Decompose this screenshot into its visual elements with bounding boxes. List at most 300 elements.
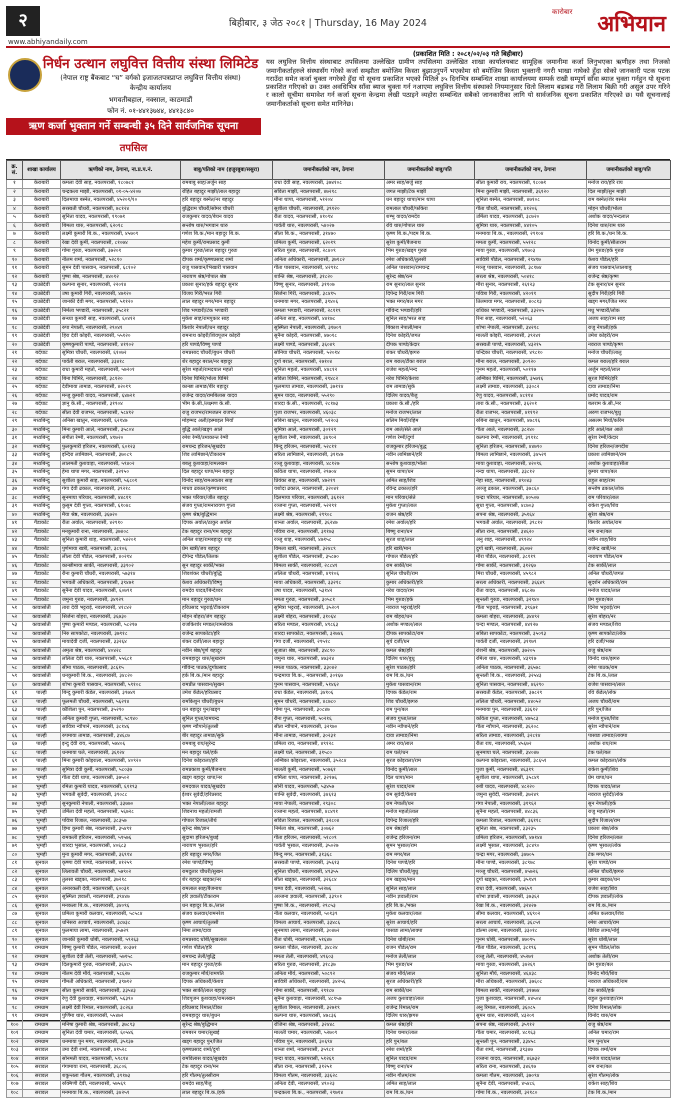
table-cell: २७ [7,401,23,410]
table-row [7,520,671,529]
table-cell: मुकेश साह/रामपुकार साह [181,316,273,325]
table-cell: निर्मला श्रेष्ठ, नवलपरासी, ३०७६२ [273,826,385,835]
table-cell: माया अधिकारी, नवलपरासी, ३३२१८ [273,579,385,588]
table-cell: सुमन चौधरी, नवलपरासी, ४८७८० [273,698,385,707]
table-cell: लक्ष्मी देवी रिमाल, नवलपरासी, ३८२६४ [61,1004,181,1013]
table-cell: गैंडाकोट [23,596,61,605]
table-cell: दिनेश भट्टराई/राम [587,605,671,614]
table-cell: ६१ [7,690,23,699]
table-cell: नरेश घिमिरे/केशव [385,375,475,384]
table-cell: सुनिल चौधरी/राम [385,571,475,580]
table-row [7,477,671,486]
table-row [7,783,671,792]
table-cell: मिना कुमारी माझी, नवलपरासी, ३६१२० [475,188,587,197]
table-cell: गैंडाकोट [23,545,61,554]
table-cell: पुजा कुर्मी, नवलपरासी, ४६३१९ [475,766,587,775]
table-cell: माधव ढकाल/कृष्णप्रसाद [181,486,273,495]
table-row [7,911,671,920]
table-cell: राम राना/बल [587,528,671,537]
table-cell: भुमही [23,851,61,860]
table-row [7,775,671,784]
table-cell: नवराज भट्टराई/हरि [385,605,475,614]
table-cell: कल्पना थारु, नवलपरासी, ४७८३६ [273,1013,385,1022]
table-cell: रुबिना खातुन, नवलपरासी, ४७८१६ [475,418,587,427]
table-cell: ४४ [7,545,23,554]
table-cell: अनिसा खातुन, नवलपरासी, ६२१४७ [61,418,181,427]
table-cell: मधु भण्डारी/लोक [587,307,671,316]
table-cell: सुरेश न्यौपाने/राम [587,724,671,733]
table-row [7,290,671,299]
table-cell: दावा तामाङ/निमा [587,384,671,393]
table-cell: सरला आचार्य, नवलपरासी, ३६८५१ [475,919,587,928]
table-cell: १०६ [7,1072,23,1081]
table-cell: गीता देवी थापा, नवलपरासी, ३७५०२ [61,775,181,784]
table-cell: सुमित्रा आले, नवलपरासी, ३०१२९ [273,426,385,435]
table-cell: ४३ [7,537,23,546]
table-cell: अशोक तेली/राम [587,953,671,962]
column-header: शाखा कार्यालय [23,161,61,180]
table-cell: रामचन्द्र हरिजन/सुखदेव [181,443,273,452]
table-cell: रमेश अर्याल/हरि [385,520,475,529]
table-cell: १०१ [7,1030,23,1039]
table-cell: सुनैना देवी यादव, नवलपरासी, ६०७९१ [61,588,181,597]
table-cell: ३४ [7,460,23,469]
table-cell: सीता कुमारी सार्की, नवलपरासी, ३३५४३ [61,987,181,996]
table-cell: सीता देवी राजभर, नवलपरासी, ५८४१२ [61,409,181,418]
table-cell: दिलमाया परियार, नवलपरासी, ३६१२२ [273,494,385,503]
table-cell: राजकिशोर मण्डल/रामसेवक [181,622,273,631]
table-cell: रुबी यादव, नवलपरासी, ४८२२० [475,783,587,792]
table-cell: खड्ग मगर/जित मगर [587,299,671,308]
table-cell: ३० [7,426,23,435]
table-cell: भक्त नेपाली/लाल बहादुर [181,800,273,809]
table-cell: सुदीप रिजाल/राम [587,817,671,826]
table-cell: जानकी देवी मगर, नवलपरासी, ५११२० [61,299,181,308]
table-cell: अनिता मौर्य, नवलपरासी, ५०८९२ [273,970,385,979]
table-cell: पुजा कुशवाहा, नवलपरासी, ४४५०४ [475,996,587,1005]
table-cell: सोनी यादव, नवलपरासी, ५३४५७ [273,783,385,792]
table-cell: कमला पौडेल, नवलपरासी, ३४८२४ [273,945,385,954]
table-cell: मन्जु कुमारी यादव, नवलपरासी, ६४७२१ [61,392,181,401]
table-cell: शिव चौधरी/झगरु [385,698,475,707]
table-cell: दिनेश पाण्डे/हरि [385,860,475,869]
table-cell: दिनेश घिमिरे/भोला घिमिरे [181,375,273,384]
table-cell: राहुल साह/राम [587,477,671,486]
table-cell: पाल्ही [23,724,61,733]
table-cell: कृष्ण सापकोटा/लोक [587,630,671,639]
table-cell: दिनेश चमार/लाल [385,1030,475,1039]
table-cell: ८ [7,239,23,248]
table-cell: मालती कुर्मी, नवलपरासी, ५०७६१ [273,766,385,775]
table-cell: रञ्जु कुशवाहा, नवलपरासी, ४८१२७ [273,460,385,469]
table-cell: फुलकुमारी हरिजन, नवलपरासी, ६०१२३ [61,443,181,452]
table-cell: सपना श्रेष्ठ, नवलपरासी, ३५९१२ [475,1021,587,1030]
table-cell: ९१ [7,945,23,954]
table-cell: बर्दघाट [23,384,61,393]
table-cell: राजु श्रेष्ठ/राम [587,1021,671,1030]
table-cell: सुनवल [23,928,61,937]
table-cell: सुनवल [23,919,61,928]
table-cell: सुरेश यादव/राम [385,783,475,792]
table-cell: १०५ [7,1064,23,1073]
table-cell: सरस्वती पाण्डे, नवलपरासी, ४३२१५ [475,341,587,350]
table-cell: रामविलास यादव/सुखदेव [181,1055,273,1064]
table-cell: ९५ [7,979,23,988]
table-cell: राधा कँडेल, नवलपरासी, ३४१०६ [273,690,385,699]
table-cell: ४५ [7,554,23,563]
table-cell: ४० [7,511,23,520]
table-cell: रीता राय, नवलपरासी, ४५६७२ [475,741,587,750]
table-cell: बर्दघाट [23,367,61,376]
table-row [7,392,671,401]
table-cell: १० [7,256,23,265]
table-cell: बिना घिमिरे, नवलपरासी, ३८१२० [61,375,181,384]
table-cell: कमला बोहरा, नवलपरासी, ३४४९२ [475,613,587,622]
table-cell: लाल बहादुर बि.क./हर्क [181,1089,273,1098]
table-row [7,605,671,614]
table-cell: २५ [7,384,23,393]
table-cell: १०४ [7,1055,23,1064]
table-cell: दुर्गा खड्का, नवलपरासी, ३५१४९ [475,877,587,886]
table-cell: रामदेव यादव/बिन्देश्वर [181,588,273,597]
table-cell: ७६ [7,817,23,826]
table-cell: कमल बराल/हरि बराल [587,358,671,367]
table-cell: पुनम पासवान, नवलपरासी, ५१४६२ [273,681,385,690]
table-cell: पुर्णिमा थारु, नवलपरासी, ५५४७२ [61,1013,181,1022]
table-cell: धन बहादुर बि.क./लाल [181,902,273,911]
table-row [7,324,671,333]
table-cell: गंगा दर्जी, नवलपरासी, २९५१८ [273,639,385,648]
table-cell: २४ [7,375,23,384]
table-cell: ८२ [7,868,23,877]
table-cell: रीता यादव, नवलपरासी, ४१०९४ [273,214,385,223]
table-cell: बर्दघाट [23,392,61,401]
table-cell: टेक बहादुर राना/मन [181,1064,273,1073]
table-cell: गैंडाकोट [23,588,61,597]
table-row [7,843,671,852]
table-cell: ५२ [7,613,23,622]
table-cell: विष्णु सुनार, नवलपरासी, ३११०७ [273,282,385,291]
table-cell: शान्ता अर्याल, नवलपरासी, ३६२४७ [273,520,385,529]
table-cell: बिष्णु राना/धन [385,528,475,537]
table-cell: दिल माझी/सुन माझी [587,188,671,197]
table-cell: निरु सापकोटा, नवलपरासी, ३७९१८ [61,630,181,639]
table-cell: पुनम धोबी, नवलपरासी, ४७०९५ [475,936,587,945]
table-cell: मान परियार/सेते [385,494,475,503]
table-cell: इन्दिरा लामिछाने, नवलपरासी, ३७०८९ [61,452,181,461]
table-cell: लीला देवी पौडेल, नवलपरासी, ४०२१४ [61,554,181,563]
table-cell: प्रमोद यादव/राम [587,392,671,401]
table-cell: शकुन्तला गौतम, नवलपरासी, ३९१७३ [61,1072,181,1081]
table-cell: अशोक राय/राम [587,741,671,750]
table-cell: ७२ [7,783,23,792]
table-cell: रमिता कुमारी यादव, नवलपरासी, ६११९३ [61,783,181,792]
table-cell: सुमन भुसाल/राम [385,843,475,852]
table-cell: रामग्राम [23,1021,61,1030]
table-row [7,384,671,393]
table-cell: केराबारी [23,180,61,189]
newspaper-logo[interactable] [546,4,666,36]
table-cell: ६८ [7,749,23,758]
table-cell: मध्यबिन्दु [23,511,61,520]
table-row [7,239,671,248]
table-row [7,860,671,869]
table-row [7,341,671,350]
table-cell: मीना बराल, नवलपरासी, ३०९२० [475,358,587,367]
table-cell: मनोज यादव/लाल [587,588,671,597]
table-cell: ममता तेली, नवलपरासी, ४९६०३ [273,953,385,962]
table-cell: राम पुन/धन [587,1038,671,1047]
table-row [7,486,671,495]
table-cell: ३ [7,197,23,206]
org-office: केन्द्रीय कार्यालय [129,84,172,92]
table-cell: सुनिल गुप्ता/रामचन्द्र [181,715,273,724]
table-cell: १८ [7,324,23,333]
table-cell: सुनैना महतो, नवलपरासी, ४४८३६ [475,809,587,818]
table-cell: मिना कुमारी आले, नवलपरासी, ३५८०४ [61,426,181,435]
table-cell: राजेन्द्र सापकोटा/हरि [181,630,273,639]
table-cell: लालमती कुशवाहा, नवलपरासी, ५९४०२ [61,460,181,469]
table-row [7,222,671,231]
table-cell: रामग्राम [23,1004,61,1013]
table-cell: सीमा कलवार, नवलपरासी, ४६९०२ [475,911,587,920]
table-cell: दुर्गा बराल, नवलपरासी, २७१०४ [273,358,385,367]
table-cell: रीना कुमारी चौधरी, नवलपरासी, ५७३१४ [61,571,181,580]
table-cell: भुमही [23,809,61,818]
table-cell: ९६ [7,987,23,996]
table-cell: मीना तामाङ, नवलपरासी, ३०२३१ [273,732,385,741]
table-cell: गौमती अधिकारी, नवलपरासी, ३९७१२ [61,979,181,988]
table-cell: शान्ता शर्मा, नवलपरासी, ३५९८१ [273,1047,385,1056]
table-cell: चम्पा देवी, नवलपरासी, ५२२७६ [273,885,385,894]
table-cell: सुनिल साह/भरत साह [385,316,475,325]
table-cell: कावासोती [23,673,61,682]
table-cell: २ [7,188,23,197]
table-cell: ५९ [7,673,23,682]
table-cell: राकेश गुप्ता/शिव [587,503,671,512]
table-cell: बिमला सार्की, नवलपरासी, २८८४१ [273,562,385,571]
table-cell: बिन्दु मगर, नवलपरासी, ३१३६८ [273,851,385,860]
table-cell: राजेश महतो/नन्द [385,367,475,376]
table-cell: ८४ [7,885,23,894]
table-cell: अमित साह/लाल [385,1081,475,1090]
table-cell: कुसुम देवी गुप्ता, नवलपरासी, ६१०४८ [61,503,181,512]
table-cell: सुन बहादुर सार्की/भक्त [181,562,273,571]
table-cell: गीता आले, नवलपरासी, ३८२४० [475,426,587,435]
table-row [7,231,671,240]
table-cell: दाउन्नेदेवी [23,282,61,291]
table-cell: सपना श्रेष्ठ, नवलपरासी, ३५१६४ [475,511,587,520]
table-row [7,851,671,860]
table-cell: दिपक कँडेल/राम [385,690,475,699]
table-cell: मनमाया बि.क., नवलपरासी, २९१०४ [475,231,587,240]
table-cell: सुनवल [23,911,61,920]
table-cell: रामदयाल यादव/सुखदेव [181,783,273,792]
table-cell: गीता न्यौपाने, नवलपरासी, ३६२०८ [475,724,587,733]
table-cell: अर्जुन महतो/लाल [587,367,671,376]
table-cell: केशव अधिकारी/विष्णु [181,579,273,588]
table-cell: अमित कलवार/शिव [587,911,671,920]
table-cell: अनिल पासवान/रामचन्द्र [385,265,475,274]
table-cell: रामलाल चौधरी/फकिरा [385,205,475,214]
table-cell: धन बहादुर पुन/खड्ग [181,707,273,716]
table-cell: ३१ [7,435,23,444]
table-cell: केशव पौडेल/हरि [587,256,671,265]
table-cell: अजय कुशवाहा/लाल [385,996,475,1005]
table-cell: जमुना सुवेदी, नवलपरासी, ३७२४९ [475,792,587,801]
table-cell: अनिता अधिकारी, नवलपरासी, ३७१८२ [273,256,385,265]
table-cell: शंकर दर्जी/लाल बहादुर [181,639,273,648]
table-row [7,265,671,274]
table-cell: भिम गुरुङ/धन [385,962,475,971]
table-row [7,545,671,554]
table-cell: ७९ [7,843,23,852]
table-cell: २३ [7,367,23,376]
table-cell: कावासोती [23,622,61,631]
table-cell: बिष्णु कुमारी पौडेल, नवलपरासी, ४०३७१ [61,945,181,954]
org-phone: फोन नं. ०१-४४१३७४४, ४४१३८४० [107,107,194,115]
table-cell: रीना गुप्ता, नवलपरासी, ५०२१६ [273,715,385,724]
table-cell: रामग्राम [23,1013,61,1022]
table-cell: निर्मला भण्डारी, नवलपरासी, ३५८२१ [61,307,181,316]
table-cell: गोविन्द भण्डारी/हरि [385,307,475,316]
table-cell: पार्वती बराल, नवलपरासी, ३३४१८ [61,358,181,367]
table-cell: मीना पाण्डे, नवलपरासी, ३८९७८ [475,860,587,869]
table-cell: ममता पाठक, नवलपरासी, ३३०४२ [273,664,385,673]
table-cell: पाल्ही [23,707,61,716]
table-cell: कावासोती [23,656,61,665]
table-cell: अनिता देवी, नवलपरासी, ४९०२३ [273,1081,385,1090]
table-row [7,902,671,911]
website-url[interactable]: www.abhiyandaily.com [8,38,88,46]
table-cell: शिवपूजन कुशवाहा/रामलखन [181,996,273,1005]
table-cell: सुरेन्द्र श्रेष्ठ/बुद्धिमान [181,1021,273,1030]
table-cell: प्रमिला हरिजन, नवलपरासी, ४७१४४ [475,834,587,843]
table-cell: कृष्ण बि.क./पदम बि.क. [385,231,475,240]
table-cell: रीता अर्याल, नवलपरासी, ४२९१० [61,520,181,529]
table-cell: रामबाबु साह/अर्जुन साह [181,180,273,189]
table-cell: सिर्जना गिरी, नवलपरासी, ३८४१५ [273,290,385,299]
table-row [7,800,671,809]
table-cell: बर्दघाट [23,401,61,410]
table-cell: रामबहादुर थारु/सुखराम [181,656,273,665]
table-cell: सविता माझी, नवलपरासी, ४७२१८ [273,188,385,197]
column-header: जमानीकर्ताको बाबु/पति [587,161,671,180]
table-cell: रामबरन चमार/सुखई [181,1030,273,1039]
table-cell: रवि कँडेल/लोक [587,690,671,699]
table-cell: ३७ [7,486,23,495]
table-cell: चन्द्रा परियार, नवलपरासी, ४०५०७ [475,494,587,503]
table-cell: भुमही [23,817,61,826]
table-cell: भगवती अधिकारी, नवलपरासी, ३९४७१ [61,579,181,588]
table-cell: हेमा थापा मगर, नवलपरासी, ३२१५० [61,469,181,478]
table-cell: सरस्वती कँडेल, नवलपरासी, ३७८२९ [475,690,587,699]
table-cell: २० [7,341,23,350]
table-cell: पाल्ही [23,749,61,758]
table-cell: केराबारी [23,197,61,206]
table-cell: सरावल [23,1064,61,1073]
table-cell: रीता यादव, नवलपरासी, ४६८२७ [475,588,587,597]
table-cell: बीर बहादुर तामाङ/सुके [181,732,273,741]
table-cell: संजय मण्डल/शिव [587,622,671,631]
table-cell: भुमही [23,834,61,843]
table-cell: कविता थापा, नवलपरासी, २९७०४ [273,469,385,478]
table-cell: राधा कुमारी महतो, नवलपरासी, ५७२०१ [61,367,181,376]
table-row [7,817,671,826]
table-cell: हरि पुन/बल [385,1038,475,1047]
table-row [7,367,671,376]
column-header: बाबु/पतिको नाम (हजुरबुबा/ससुरा) [181,161,273,180]
table-cell: माया कुशवाहा, नवलपरासी, ४२०९६ [475,460,587,469]
table-cell: नारायण श्रेष्ठ/गोपाल श्रेष्ठ [181,273,273,282]
table-cell: ६६ [7,732,23,741]
table-cell: १२ [7,273,23,282]
table-cell: ललिता देवी थारु, नवलपरासी, ५५६८१ [61,656,181,665]
table-cell: मीरा अधिकारी, नवलपरासी, ३७६०८ [475,979,587,988]
org-license-line: (नेपाल राष्ट्र बैंकबाट “घ” वर्गको इजाजतपत्रप्राप्त लघुवित्त वित्तीय संस्था) [60,74,241,82]
table-cell: राम बि.क./धन [385,1089,475,1098]
table-cell: रामग्राम [23,962,61,971]
table-cell: सरावल [23,1047,61,1056]
table-cell: दाउन्नेदेवी [23,341,61,350]
table-row [7,749,671,758]
table-cell: टेक सुनार/धन सुनार [587,282,671,291]
table-row [7,299,671,308]
table-cell: ५१ [7,605,23,614]
table-cell: धनमाया मगर, नवलपरासी, ३९४०६ [273,299,385,308]
table-cell: गीता हरिजन, नवलपरासी, ५१८०९ [273,834,385,843]
table-cell: उर्मिला देवी महतो, नवलपरासी, ५६७२८ [61,809,181,818]
table-cell: पाल्ही [23,715,61,724]
table-cell: केराबारी [23,265,61,274]
table-cell: राम बि.क./धन [385,673,475,682]
table-cell: २८ [7,409,23,418]
table-cell: अजय साह/राम साह [587,316,671,325]
table-cell: कमल कोइराला/लोक [587,758,671,767]
table-cell: सुन्तली पुन, नवलपरासी, ३३४५८ [475,1038,587,1047]
table-cell: रोजिना श्रेष्ठ, नवलपरासी, ३२४४८ [273,1021,385,1030]
table-cell: सुनवल [23,877,61,886]
table-cell: हरिप्रसाद रिमाल/टीका [181,1004,273,1013]
table-cell: सरावल [23,1089,61,1098]
table-cell: सुरेश कुर्मी/बैजनाथ [385,239,475,248]
table-cell: मीरा पौडेल, नवलपरासी, ३८११९ [475,554,587,563]
table-cell: बलराम के.सी./नर [587,401,671,410]
table-row [7,418,671,427]
table-cell: मुना कुमारी मगर, नवलपरासी, ३६९१४ [61,851,181,860]
table-row [7,970,671,979]
table-row [7,613,671,622]
table-cell: मनोज गुप्ता/शिव [587,715,671,724]
table-row [7,401,671,410]
table-row [7,766,671,775]
table-cell: लक्ष्मी घले, नवलपरासी, ३१५८० [273,749,385,758]
table-cell: शारदा सापकोटा, नवलपरासी, ३२७४६ [273,630,385,639]
table-cell: सुरज कोइराला/राम [385,758,475,767]
table-cell: मालती कोइरी, नवलपरासी, ३९२४१ [475,333,587,342]
table-cell: ६५ [7,724,23,733]
table-cell: सीता राना, नवलपरासी, ३१२५१ [273,1064,385,1073]
schedule-heading: तपसिल [119,143,148,154]
table-cell: शिव भण्डारी/टंक भण्डारी [181,307,273,316]
table-cell: हरि बहादुर बस्नेत/नर बहादुर [181,197,273,206]
table-cell: धनकुमारी बि.क., नवलपरासी, ३४८२० [61,673,181,682]
table-cell: सुन्तली बि.क., नवलपरासी, ३२५४३ [475,673,587,682]
table-cell: दिलकुमारी गुरुङ, नवलपरासी, ३६४८५ [61,962,181,971]
table-cell: सुरज शाह/लाल [385,537,475,546]
table-cell: पार्वती थारु, नवलपरासी, ५४०२७ [273,222,385,231]
table-cell: दिलमाया बस्नेत, नवलपरासी, ४५२०१/१० [61,197,181,206]
